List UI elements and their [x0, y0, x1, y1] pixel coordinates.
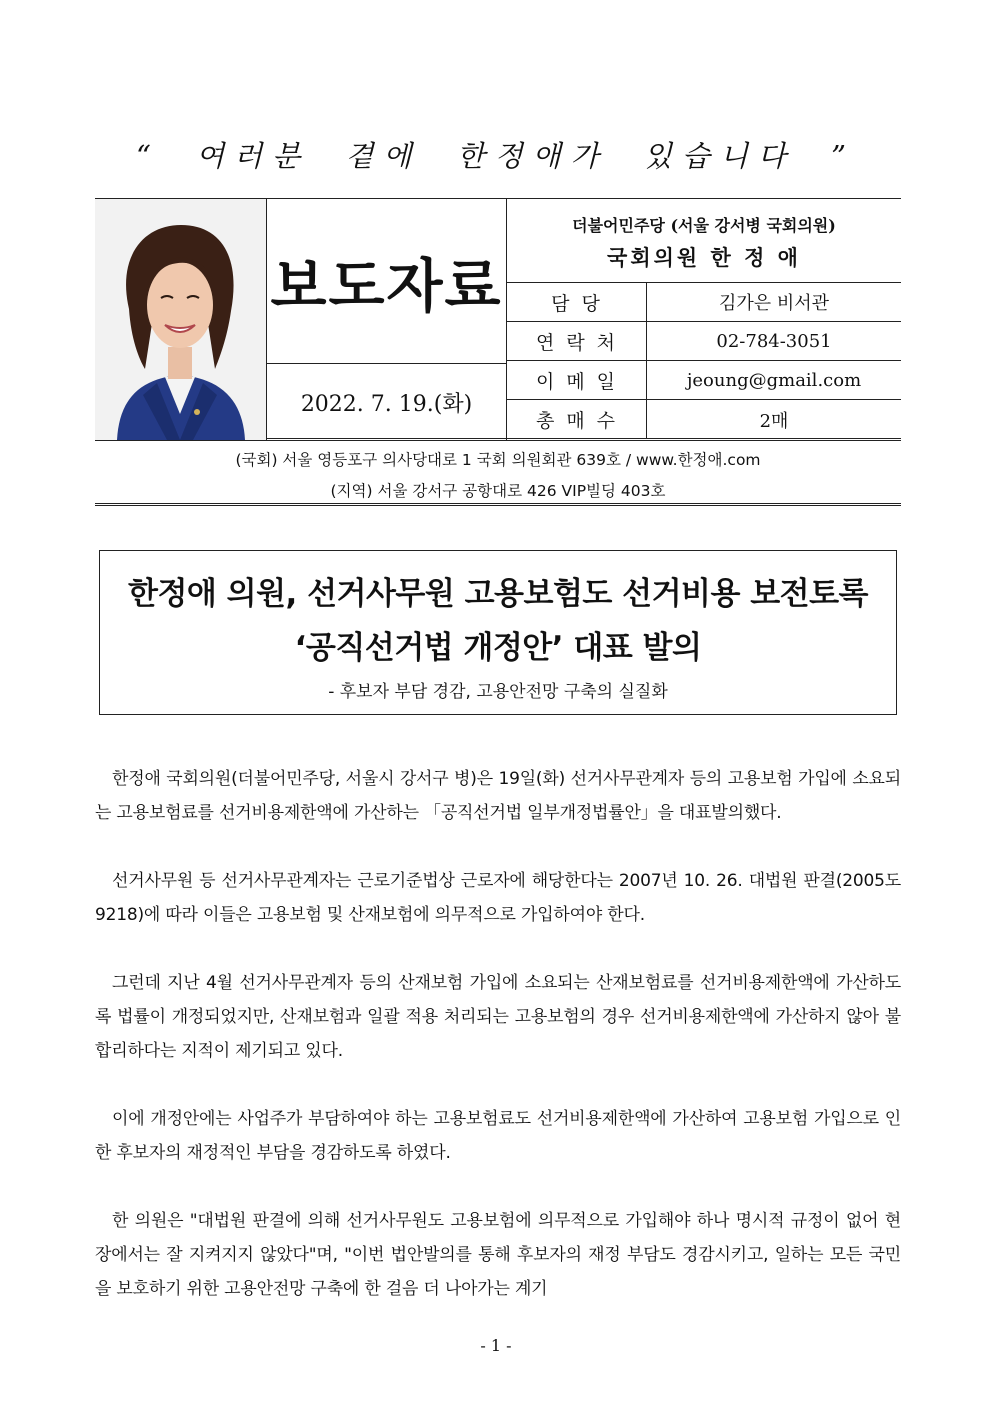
body-paragraph: 한 의원은 "대법원 판결에 의해 선거사무원도 고용보험에 의무적으로 가입해야 하나 명시적 규정이 없어 현장에서는 잘 지켜지지 않았다"며, "이번 법안발의를 통해 후보자의 재정 부담도 경감시키고, 일하는 모든 국민을 보호하기 위한 고용안전망 구축에 한 걸음 더 나아가는 계기 — [95, 1211, 901, 1299]
headline-line-1: 한정애 의원, 선거사무원 고용보험도 선거비용 보전토록 — [128, 576, 868, 612]
slogan: “ 여러분 곁에 한정애가 있습니다 ” — [136, 139, 856, 173]
contact-label: 담당 — [507, 283, 647, 321]
contact-label: 이메일 — [507, 361, 647, 399]
contact-label: 총매수 — [507, 400, 647, 439]
contact-value: 김가은 비서관 — [718, 293, 830, 314]
contact-row-person — [507, 283, 901, 322]
address-assembly: (국회) 서울 영등포구 의사당대로 1 국회 의원회관 639호 / www.한정애.com — [235, 451, 761, 469]
release-date: 2022. 7. 19.(화) — [267, 364, 507, 440]
contact-value: 02-784-3051 — [716, 330, 832, 352]
headline-line-2: ‘공직선거법 개정안’ 대표 발의 — [294, 630, 702, 666]
contact-label: 연락처 — [507, 322, 647, 360]
body-paragraph: 선거사무원 등 선거사무관계자는 근로기준법상 근로자에 해당한다는 2007년 10. 26. 대법원 판결(2005도 9218)에 따라 이들은 고용보험 및 산재보험에 의무적으로 가입하여야 한다. — [95, 871, 901, 925]
headline-subtitle: - 후보자 부담 경감, 고용안전망 구축의 실질화 — [328, 682, 668, 702]
article-body — [95, 762, 901, 1340]
contact-value: 2매 — [759, 410, 789, 432]
address-divider — [95, 503, 901, 506]
contact-value: jeoung@gmail.com — [686, 369, 862, 391]
lawmaker-portrait — [95, 199, 267, 440]
press-release-title-cell — [267, 199, 507, 364]
party-affiliation: 더불어민주당 (서울 강서병 국회의원) — [572, 216, 836, 235]
page-number: - 1 - — [480, 1336, 512, 1355]
body-paragraph: 이에 개정안에는 사업주가 부담하여야 하는 고용보험료도 선거비용제한액에 가산하여 고용보험 가입으로 인한 후보자의 재정적인 부담을 경감하도록 하였다. — [95, 1109, 901, 1163]
office-cell — [507, 199, 901, 283]
member-name: 국회의원 한 정 애 — [607, 245, 801, 270]
address-local: (지역) 서울 강서구 공항대로 426 VIP빌딩 403호 — [330, 482, 666, 500]
contact-row-phone — [507, 322, 901, 361]
body-paragraph: 한정애 국회의원(더불어민주당, 서울시 강서구 병)은 19일(화) 선거사무관계자 등의 고용보험 가입에 소요되는 고용보험료를 선거비용제한액에 가산하는 「공직선거법 일부개정법률안」을 대표발의했다. — [95, 769, 901, 823]
press-release-header — [95, 198, 901, 441]
contact-row-email — [507, 361, 901, 400]
contact-row-pages — [507, 400, 901, 439]
body-paragraph: 그런데 지난 4월 선거사무관계자 등의 산재보험 가입에 소요되는 산재보험료를 선거비용제한액에 가산하도록 법률이 개정되었지만, 산재보험과 일괄 적용 처리되는 고용보험의 경우 선거비용제한액에 가산하지 않아 불합리하다는 지적이 제기되고 있다. — [95, 973, 901, 1061]
headline-box — [99, 550, 897, 715]
press-release-title: 보도자료 — [270, 252, 503, 320]
